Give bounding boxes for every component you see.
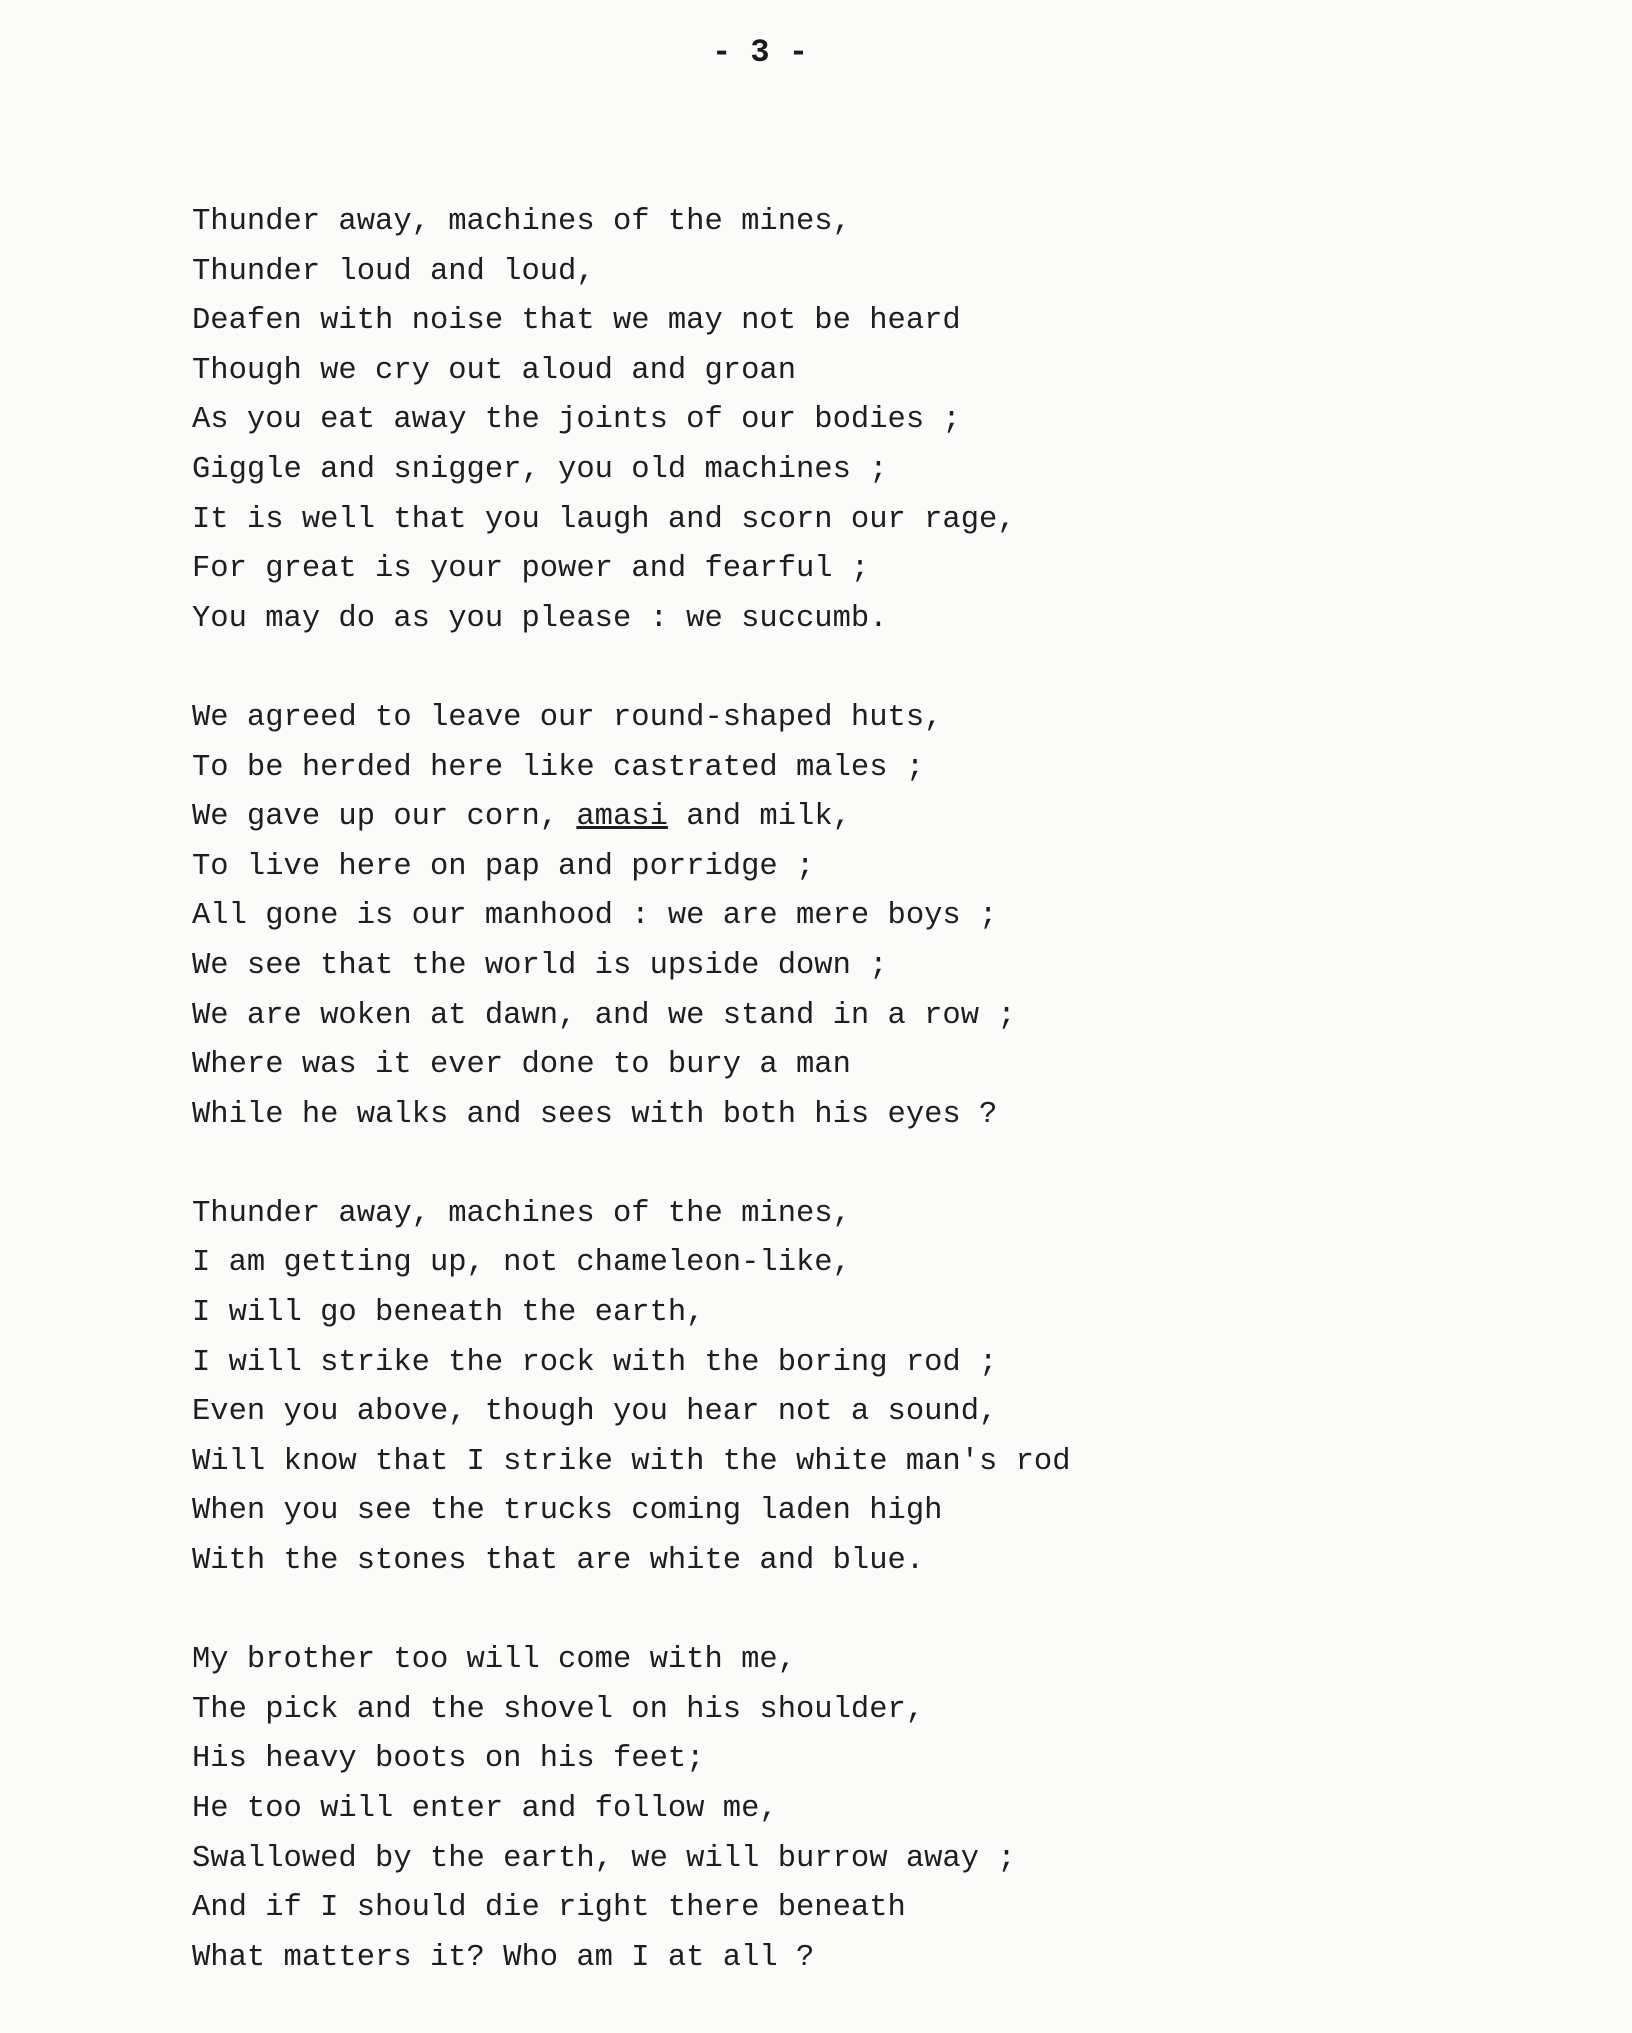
poem-line: When you see the trucks coming laden high xyxy=(192,1494,943,1529)
stanza-3 xyxy=(192,1190,1071,1587)
poem-line: Will know that I strike with the white man's rod xyxy=(192,1444,1071,1479)
poem-line: To live here on pap and porridge ; xyxy=(192,849,815,884)
poem-line: It is well that you laugh and scorn our rage, xyxy=(192,502,1016,537)
poem-line: With the stones that are white and blue. xyxy=(192,1544,925,1579)
page-number: - 3 - xyxy=(712,34,809,71)
poem-line: The pick and the shovel on his shoulder, xyxy=(192,1692,925,1727)
poem-line: I will strike the rock with the boring rod ; xyxy=(192,1345,998,1380)
stanza-4 xyxy=(192,1636,1071,1983)
poem-line: While he walks and sees with both his eyes ? xyxy=(192,1097,998,1132)
poem-line: Thunder away, machines of the mines, xyxy=(192,1196,851,1231)
poem-line: And if I should die right there beneath xyxy=(192,1891,906,1926)
poem-line: My brother too will come with me, xyxy=(192,1643,796,1678)
poem-line: Deafen with noise that we may not be heard xyxy=(192,304,961,339)
poem-line: His heavy boots on his feet; xyxy=(192,1742,705,1777)
poem xyxy=(192,198,1071,2033)
stanza-2 xyxy=(192,694,1071,1140)
poem-line: What matters it? Who am I at all ? xyxy=(192,1940,815,1975)
poem-line xyxy=(192,793,1071,843)
stanza-1 xyxy=(192,198,1071,644)
poem-line: Even you above, though you hear not a sound, xyxy=(192,1395,998,1430)
poem-line: You may do as you please : we succumb. xyxy=(192,601,888,636)
poem-line: Swallowed by the earth, we will burrow away ; xyxy=(192,1841,1016,1876)
poem-line-start: We gave up our corn, xyxy=(192,800,577,835)
poem-line: Giggle and snigger, you old machines ; xyxy=(192,452,888,487)
poem-line: We are woken at dawn, and we stand in a row ; xyxy=(192,998,1016,1033)
poem-line: Though we cry out aloud and groan xyxy=(192,353,796,388)
poem-line: Where was it ever done to bury a man xyxy=(192,1048,851,1083)
underlined-word: amasi xyxy=(576,800,668,835)
poem-line: I will go beneath the earth, xyxy=(192,1296,705,1331)
poem-line: To be herded here like castrated males ; xyxy=(192,750,925,785)
poem-line: All gone is our manhood : we are mere boys ; xyxy=(192,899,998,934)
poem-line: We agreed to leave our round-shaped huts, xyxy=(192,700,943,735)
poem-line: We see that the world is upside down ; xyxy=(192,948,888,983)
poem-line: As you eat away the joints of our bodies ; xyxy=(192,403,961,438)
poem-line: I am getting up, not chameleon-like, xyxy=(192,1246,851,1281)
poem-line: Thunder loud and loud, xyxy=(192,254,595,289)
poem-line-end: and milk, xyxy=(667,800,851,835)
poem-line: Thunder away, machines of the mines, xyxy=(192,205,851,239)
poem-line: For great is your power and fearful ; xyxy=(192,552,870,587)
poem-line: He too will enter and follow me, xyxy=(192,1792,778,1826)
